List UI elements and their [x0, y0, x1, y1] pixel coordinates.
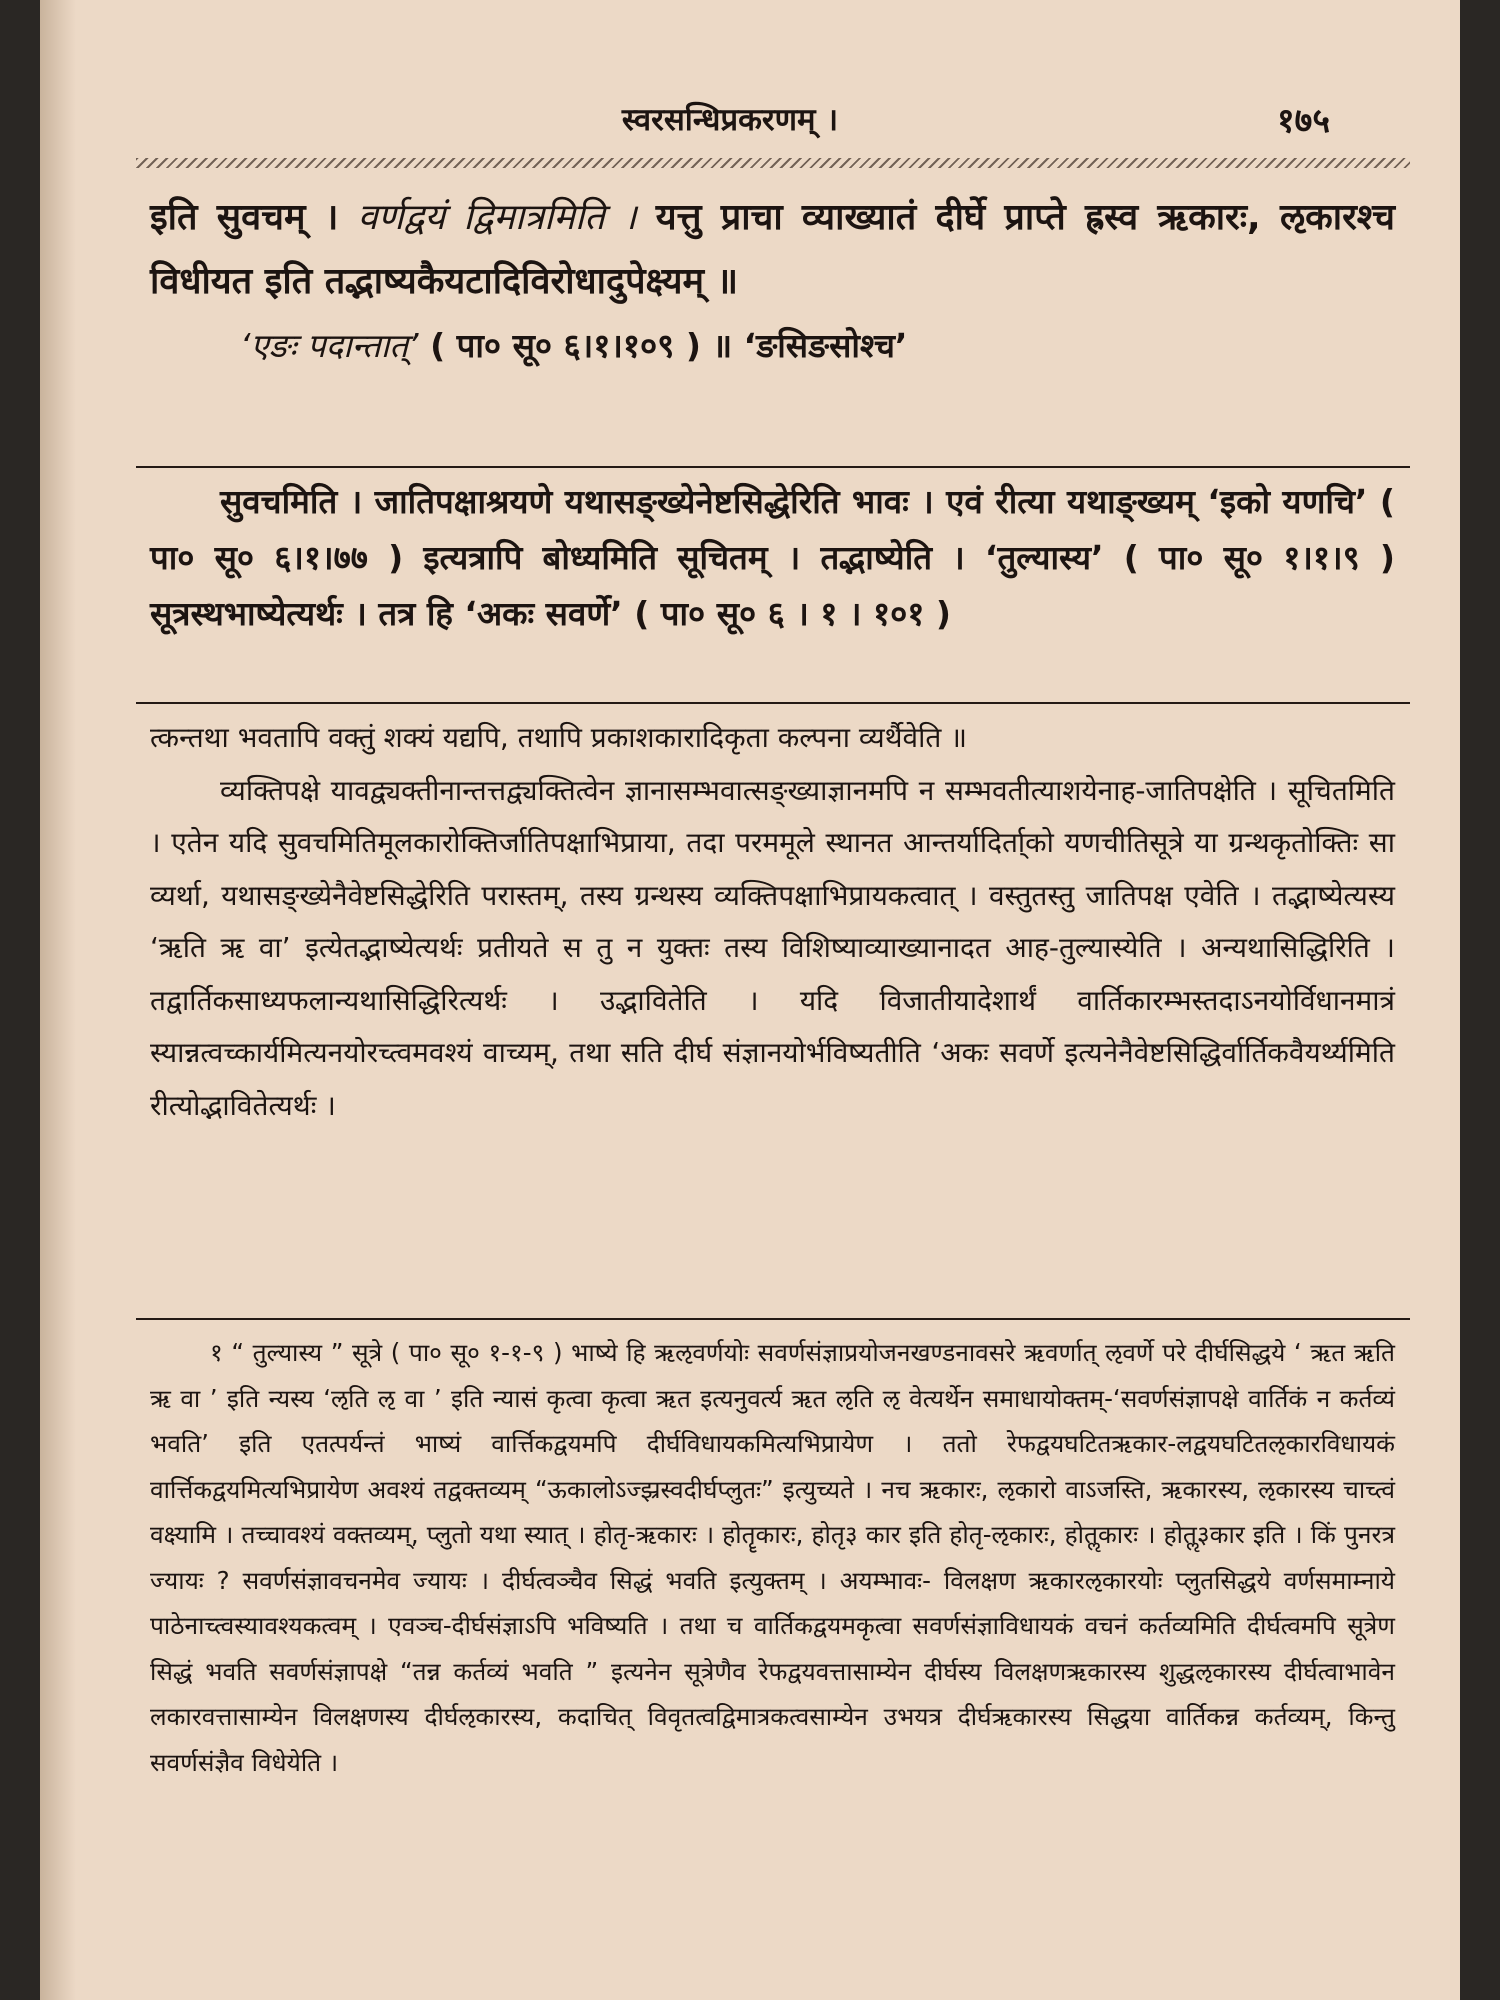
quoted-phrase: वर्णद्वयं द्विमात्रमिति ।: [357, 197, 637, 238]
subcommentary-paragraph-2: व्यक्तिपक्षे यावद्व्यक्तीनान्तत्तद्व्यक्तित्वेन ज्ञानासम्भवात्सङ्ख्याज्ञानमपि न सम्भवतीत्याशयेनाह-जातिपक्षेति । सूचितमिति । एतेन यदि सुवचमितिमूलकारोक्तिर्जातिपक्षाभिप्राया, तदा परममूले स्थानत आन्तर्यादिर्ता्को यणचीतिसूत्रे या ग्रन्थकृतोक्तिः सा व्यर्था, यथासङ्ख्येनैवेष्टसिद्धेरिति परास्तम्, तस्य ग्रन्थस्य व्यक्तिपक्षाभिप्रायकत्वात् । वस्तुतस्तु जातिपक्ष एवेति । तद्भाष्येत्यस्य ‘ऋति ऋ वा’ इत्येतद्भाष्येत्यर्थः प्रतीयते स तु न युक्तः तस्य विशिष्याव्याख्यानादत आह-तुल्यास्येति । अन्यथासिद्धिरिति । तद्वार्तिकसाध्यफलान्यथासिद्धिरित्यर्थः । उद्भावितेति । यदि विजातीयादेशार्थं वार्तिकारम्भस्तदाऽनयोर्विधानमात्रं स्यान्नत्वच्कार्यमित्यनयोरच्त्वमवश्यं वाच्यम्, तथा सति दीर्घ संज्ञानयोर्भविष्यतीति ‘अकः सवर्णे इत्यनेनैवेष्टसिद्धिर्वार्तिकवैयर्थ्यमिति रीत्योद्भावितेत्यर्थः ।: [150, 773, 1395, 1122]
commentary-block: [150, 474, 1395, 642]
commentary-paragraph: सुवचमिति । जातिपक्षाश्रयणे यथासङ्ख्येनेष्टसिद्धेरिति भावः । एवं रीत्या यथाङ्ख्यम् ‘इको यणचि’ ( पा० सू० ६।१।७७ ) इत्यत्रापि बोध्यमिति सूचितम् । तद्भाष्येति । ‘तुल्यास्य’ ( पा० सू० १।१।९ ) सूत्रस्थभाष्येत्यर्थः । तत्र हि ‘अकः सवर्णे’ ( पा० सू० ६ । १ । १०१ ): [150, 482, 1395, 633]
main-paragraph: [150, 186, 1395, 314]
footnote-block: [150, 1330, 1395, 1785]
section-divider-2: [136, 702, 1410, 704]
main-phrase-continued: यत्तु प्राचा व्याख्यातं दीर्घे प्राप्ते ह्रस्व ऋकारः, ऌकारश्च विधीयत इति तद्भाष्यकैयटादिविरोधादुपेक्ष्यम् ॥: [150, 197, 1395, 302]
book-page: [40, 0, 1460, 2000]
sutra-name: ‘एङः पदान्तात्’: [240, 326, 419, 365]
footnote-paragraph: १ “ तुल्यास्य ” सूत्रे ( पा० सू० १-१-९ ) भाष्ये हि ऋऌवर्णयोः सवर्णसंज्ञाप्रयोजनखण्डनावसरे ऋवर्णात् ऌवर्णे परे दीर्घसिद्धये ‘ ऋत ऋति ऋ वा ’ इति न्यस्य ‘ऌति ऌ वा ’ इति न्यासं कृत्वा कृत्वा ऋत इत्यनुवर्त्य ऋत ऌति ऌ वेत्यर्थेन समाधायोक्तम्-‘सवर्णसंज्ञापक्षे वार्तिकं न कर्तव्यं भवति’ इति एतत्पर्यन्तं भाष्यं वार्त्तिकद्वयमपि दीर्घविधायकमित्यभिप्रायेण । ततो रेफद्वयघटितऋकार-लद्वयघटितऌकारविधायकं वार्त्तिकद्वयमित्यभिप्रायेण अवश्यं तद्वक्तव्यम् “ऊकालोऽज्झ्रस्वदीर्घप्लुतः” इत्युच्यते । नच ऋकारः, ऌकारो वाऽजस्ति, ऋकारस्य, ऌकारस्य चाच्त्वं वक्ष्यामि । तच्चावश्यं वक्तव्यम्, प्लुतो यथा स्यात् । होतृ-ऋकारः । होतॄकारः, होतृ३ कार इति होतृ-ऌकारः, होतॢकारः । होतॢ३कार इति । किं पुनरत्र ज्यायः ? सवर्णसंज्ञावचनमेव ज्यायः । दीर्घत्वञ्चैव सिद्धं भवति इत्युक्तम् । अयम्भावः- विलक्षण ऋकारऌकारयोः प्लुतसिद्धये वर्णसमाम्नाये पाठेनाच्त्वस्यावश्यकत्वम् । एवञ्च-दीर्घसंज्ञाऽपि भविष्यति । तथा च वार्तिकद्वयमकृत्वा सवर्णसंज्ञाविधायकं वचनं कर्तव्यमिति दीर्घत्वमपि सूत्रेण सिद्धं भवति सवर्णसंज्ञापक्षे “तन्न कर्तव्यं भवति ” इत्यनेन सूत्रेणैव रेफद्वयवत्तासाम्येन दीर्घस्य विलक्षणऋकारस्य शुद्धऌकारस्य दीर्घत्वाभावेन लकारवत्तासाम्येन विलक्षणस्य दीर्घऌकारस्य, कदाचित् विवृतत्वद्विमात्रकत्वसाम्येन उभयत्र दीर्घऋकारस्य सिद्धया वार्तिकन्न कर्तव्यम्, किन्तु सवर्णसंज्ञैव विधेयेति ।: [150, 1338, 1396, 1777]
wavy-divider: [136, 158, 1410, 168]
main-phrase: इति सुवचम् ।: [150, 197, 339, 238]
section-divider-3: [136, 1318, 1410, 1320]
page-number: १७५: [1276, 101, 1330, 141]
main-text-block: [150, 186, 1395, 378]
section-divider-1: [136, 466, 1410, 468]
sutra-reference: ( पा० सू० ६।१।१०९ ) ॥ ‘ङसिङसोश्च’: [430, 326, 908, 365]
subcommentary-paragraph-1: त्कन्तथा भवतापि वक्तुं शक्यं यद्यपि, तथापि प्रकाशकारादिकृता कल्पना व्यर्थैवेति ॥: [150, 721, 968, 754]
subcommentary-block: [150, 712, 1395, 1132]
running-header: [40, 96, 1460, 146]
page-spine-shadow: [40, 0, 76, 2000]
chapter-title: स्वरसन्धिप्रकरणम् ।: [621, 102, 839, 138]
sutra-line: [150, 314, 1395, 378]
